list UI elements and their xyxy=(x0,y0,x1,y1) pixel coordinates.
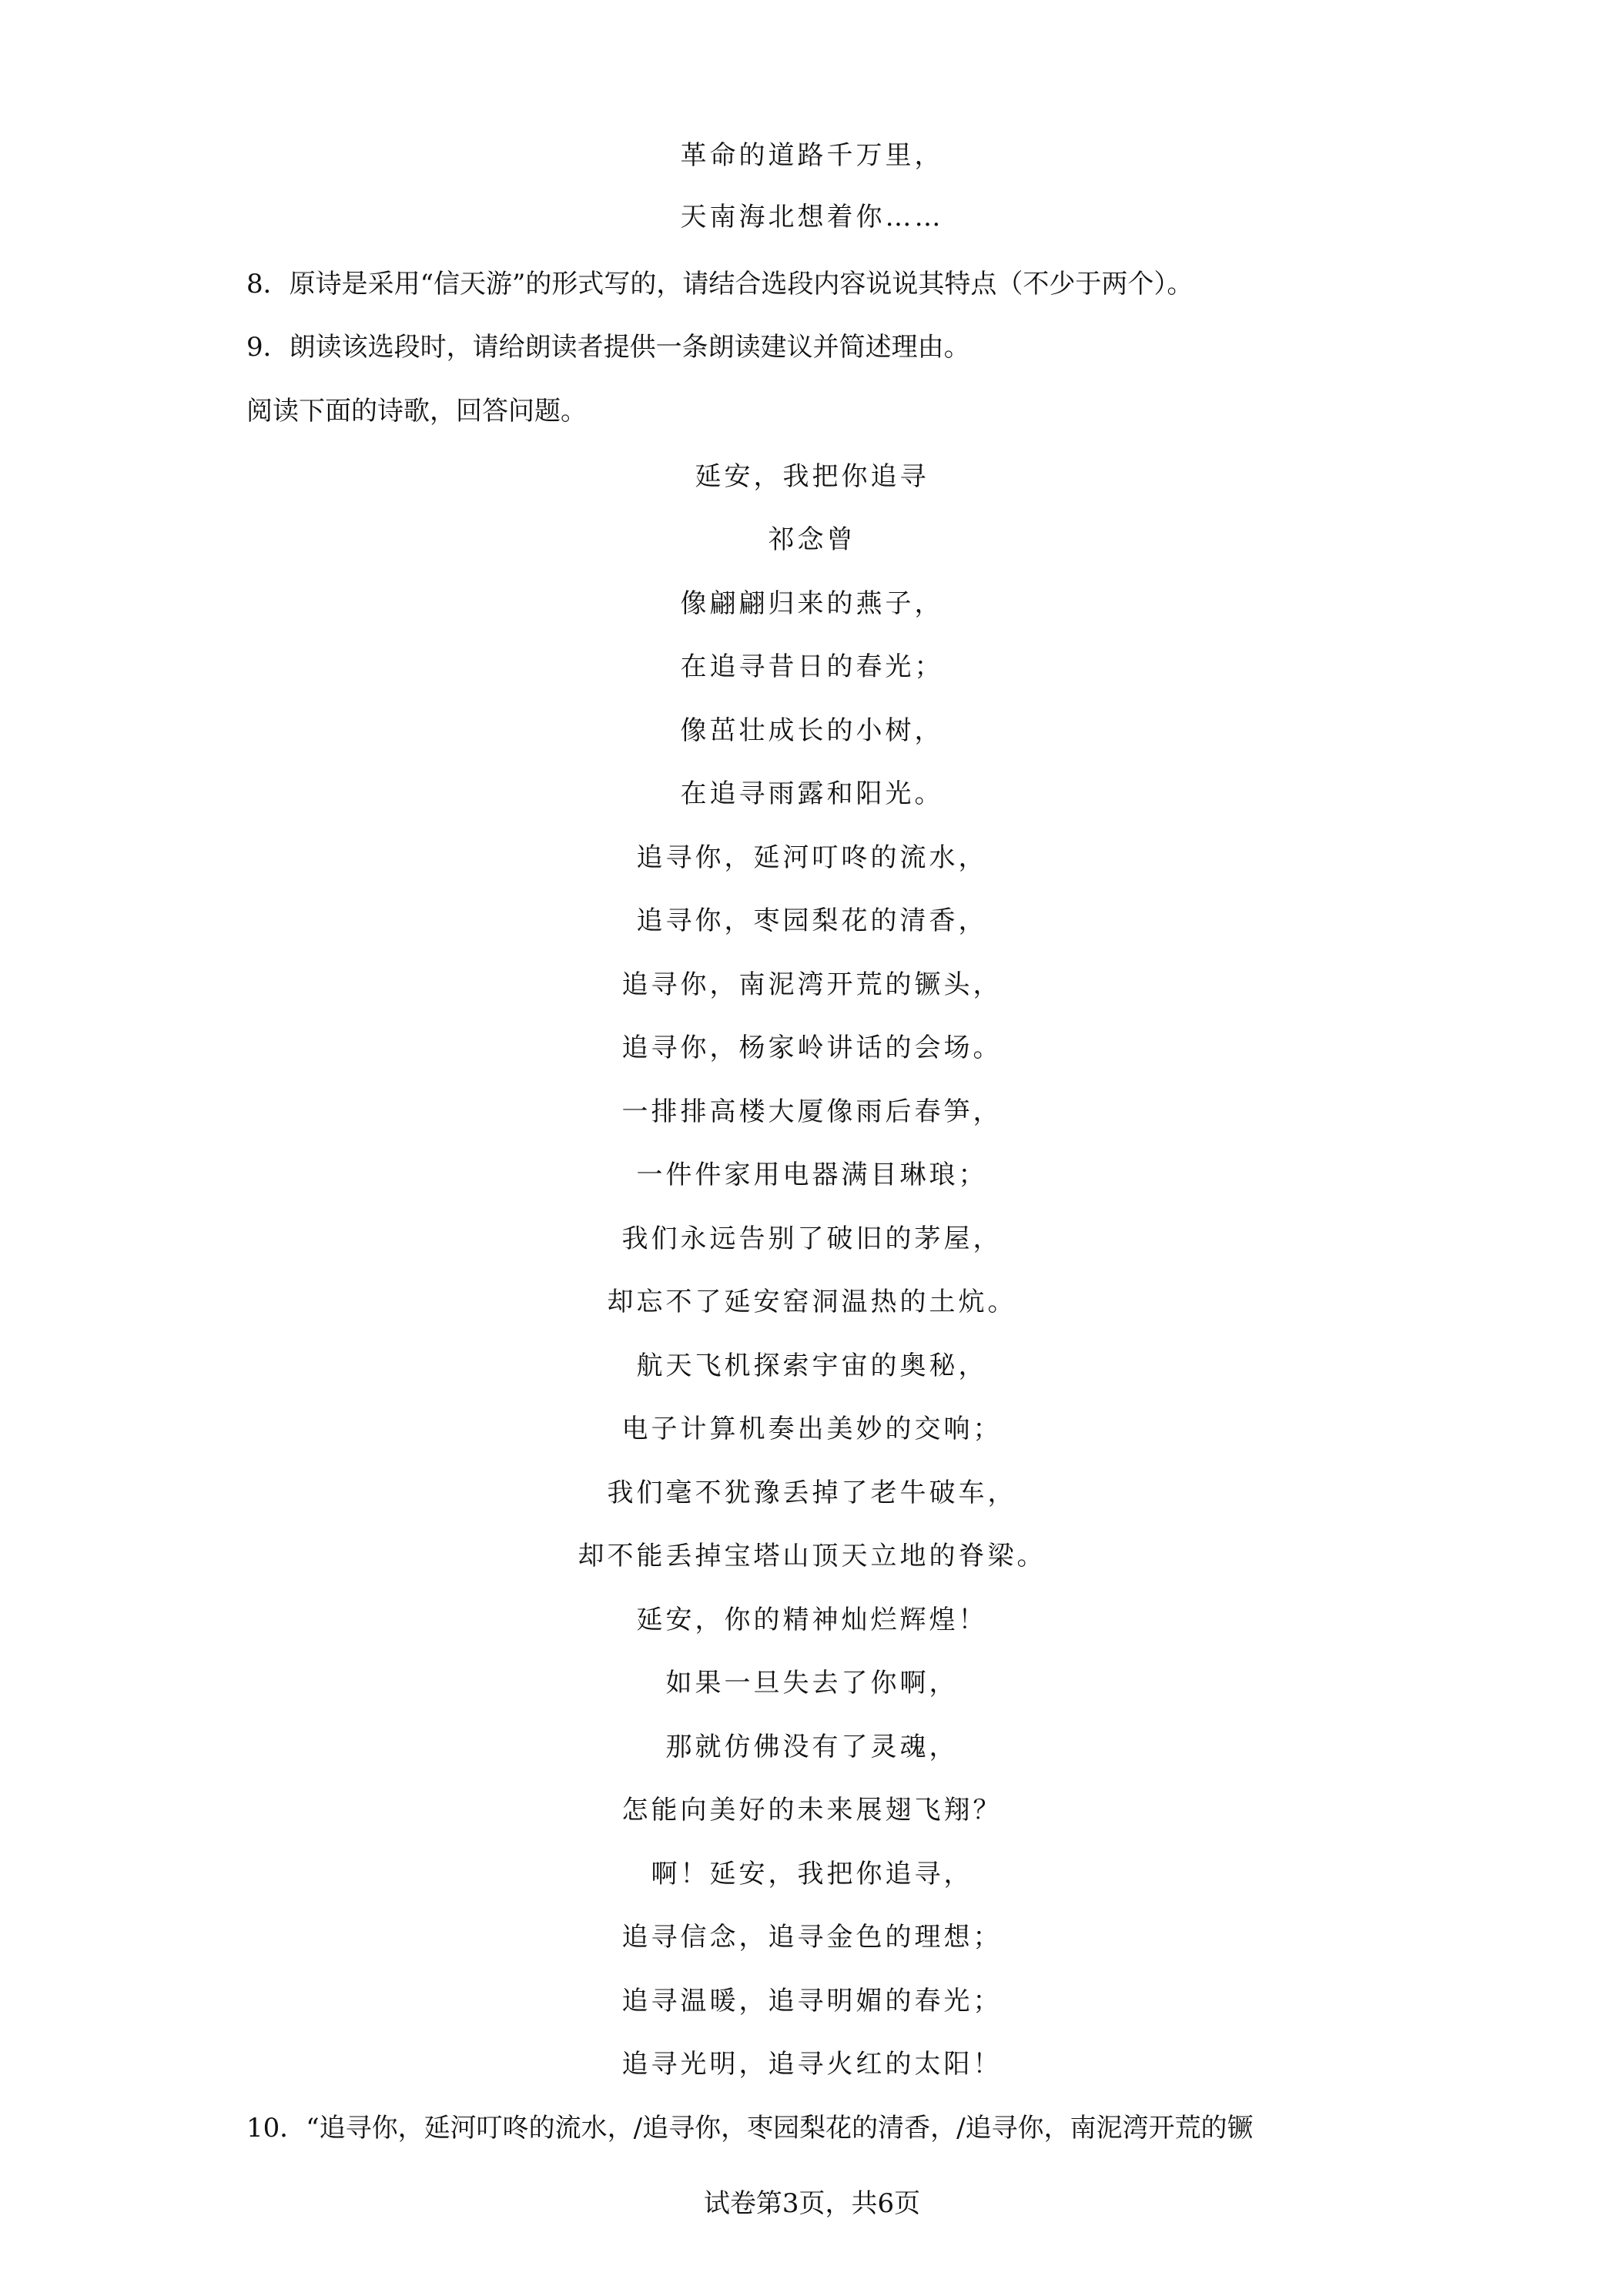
poem-line: 追寻你，延河叮咚的流水， xyxy=(636,842,988,873)
poem-line: 航天飞机探索宇宙的奥秘， xyxy=(636,1350,988,1381)
poem-line: 电子计算机奏出美妙的交响； xyxy=(621,1414,1003,1444)
poem-line: 那就仿佛没有了灵魂， xyxy=(665,1732,959,1762)
poem-line: 追寻光明，追寻火红的太阳！ xyxy=(621,2049,1003,2080)
poem-line: 啊！延安，我把你追寻， xyxy=(651,1859,973,1889)
poem-line: 像茁壮成长的小树， xyxy=(680,715,944,746)
poem-title: 延安，我把你追寻 xyxy=(695,461,929,492)
poem-line: 在追寻昔日的春光； xyxy=(680,651,944,682)
page-footer: 试卷第3页，共6页 xyxy=(703,2188,921,2219)
poem-tail-line-2: 天南海北想着你…… xyxy=(680,202,944,233)
poem-line: 追寻你，枣园梨花的清香， xyxy=(636,905,988,936)
poem-line: 我们毫不犹豫丢掉了老牛破车， xyxy=(607,1478,1017,1508)
poem-line: 一排排高楼大厦像雨后春笋， xyxy=(621,1096,1003,1127)
poem-line: 一件件家用电器满目琳琅； xyxy=(636,1160,988,1190)
poem-line: 却忘不了延安窑洞温热的土炕。 xyxy=(607,1287,1017,1317)
poem-line: 延安，你的精神灿烂辉煌！ xyxy=(636,1605,988,1635)
poem-tail-line-1: 革命的道路千万里， xyxy=(680,140,944,171)
poem-author: 祁念曾 xyxy=(768,524,856,555)
poem-line: 如果一旦失去了你啊， xyxy=(665,1668,959,1699)
question-9: 9．朗读该选段时，请给朗读者提供一条朗读建议并简述理由。 xyxy=(246,332,970,363)
question-8: 8．原诗是采用“信天游”的形式写的，请结合选段内容说说其特点（不少于两个）。 xyxy=(246,269,1194,300)
poem-line: 追寻你，杨家岭讲话的会场。 xyxy=(621,1033,1003,1063)
poem-line: 怎能向美好的未来展翅飞翔？ xyxy=(621,1795,1003,1826)
question-10: 10．“追寻你，延河叮咚的流水，/追寻你，枣园梨花的清香，/追寻你，南泥湾开荒的镢 xyxy=(246,2113,1254,2144)
poem-line: 却不能丢掉宝塔山顶天立地的脊梁。 xyxy=(578,1541,1046,1571)
poem-line: 像翩翩归来的燕子， xyxy=(680,588,944,619)
poem-line: 追寻信念，追寻金色的理想； xyxy=(621,1922,1003,1953)
poem-line: 追寻你，南泥湾开荒的镢头， xyxy=(621,969,1003,1000)
poem-line: 在追寻雨露和阳光。 xyxy=(680,778,944,809)
reading-instruction: 阅读下面的诗歌，回答问题。 xyxy=(246,396,587,427)
poem-line: 追寻温暖，追寻明媚的春光； xyxy=(621,1986,1003,2017)
poem-line: 我们永远告别了破旧的茅屋， xyxy=(621,1223,1003,1254)
